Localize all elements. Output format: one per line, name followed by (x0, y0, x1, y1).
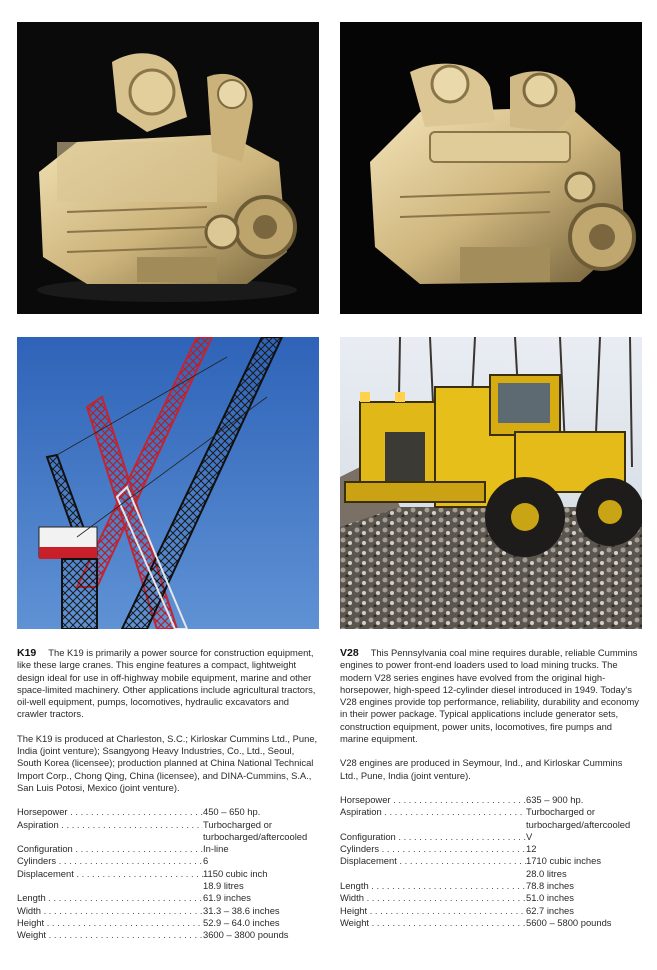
spec-value: 51.0 inches (526, 892, 574, 904)
spec-label: Width . . . (340, 892, 526, 904)
spec-label: Configuration . . . (17, 843, 203, 855)
k19-intro (17, 647, 319, 721)
spec-row-displacement (17, 868, 319, 893)
spec-value: 1150 cubic inch 18.9 litres (203, 867, 268, 892)
spec-row-length (17, 892, 319, 904)
spec-label: Weight . . . (17, 929, 203, 941)
k19-production-text: The K19 is produced at Charleston, S.C.; Kirloskar Cummins Ltd., Pune, India (joint venture); Ssangyong Heavy Industries, Co., Ltd., Seoul, South Korea (licensee); production planned at China National Technical Import Corp., Chong Qing, China (licensee), and DINA-Cummins, S.A., San Luis Potosi, Mexico (joint venture). (17, 732, 318, 793)
spec-label: Aspiration . . . (340, 806, 526, 818)
spec-label: Aspiration . . . (17, 819, 203, 831)
spec-label: Width . . . (17, 905, 203, 917)
spec-value: 450 – 650 hp. (203, 806, 261, 818)
spec-label: Weight . . . (340, 917, 526, 929)
spec-row-width (340, 892, 642, 904)
spec-row-aspiration (340, 806, 642, 831)
spec-row-cylinders (17, 855, 319, 867)
spec-label: Length . . . (340, 880, 526, 892)
spec-label: Cylinders . . . (17, 855, 203, 867)
spec-value: 31.3 – 38.6 inches (203, 904, 280, 916)
spec-value: 78.8 inches (526, 880, 574, 892)
v28-engine-photo (340, 22, 642, 314)
v28-column (340, 647, 642, 929)
spec-row-configuration (17, 843, 319, 855)
k19-spec-table (17, 806, 319, 941)
spec-row-horsepower (340, 794, 642, 806)
spec-row-cylinders (340, 843, 642, 855)
v28-spec-table (340, 794, 642, 929)
v28-production-text: V28 engines are produced in Seymour, Ind., and Kirloskar Cummins Ltd., Pune, India (joint venture). (340, 757, 623, 781)
v28-model-name: V28 (340, 647, 359, 659)
v28-intro-text: This Pennsylvania coal mine requires durable, reliable Cummins engines to power front-end loaders used to load mining trucks. The modern V28 series engines have evolved from the original high-horsepower, high-speed 12-cylinder diesel introduced in 1949. Today's V28 engines provide top performance, reliability, durability and economy in their power package. Typical applications include generator sets, construction equipment, power units, locomotives, fire pumps and marine equipment. (340, 647, 639, 745)
spec-label: Configuration . . . (340, 831, 526, 843)
spec-label: Height . . . (340, 905, 526, 917)
spec-value: Turbocharged or turbocharged/aftercooled (203, 818, 308, 842)
spec-value: 61.9 inches (203, 892, 251, 904)
spec-label: Horsepower . . . (340, 794, 526, 806)
spec-value: 6 (203, 855, 209, 867)
spec-value: 52.9 – 64.0 inches (203, 916, 280, 928)
k19-intro-text: The K19 is primarily a power source for construction equipment, like these large cranes. This engine features a compact, lightweight design ideal for use in off-highway mobile equipment, marine and other space-limited machinery. Other applications include agricultural tractors, oil-well equipment, pumps, locomotives, hydraulic excavators and crawler tractors. (17, 647, 316, 720)
spec-row-length (340, 880, 642, 892)
spec-row-displacement (340, 855, 642, 880)
spec-row-height (17, 917, 319, 929)
spec-row-height (340, 905, 642, 917)
spec-value: 635 – 900 hp. (526, 793, 584, 805)
spec-value: 62.7 inches (526, 904, 574, 916)
spec-label: Displacement . . . (340, 855, 526, 867)
spec-row-width (17, 905, 319, 917)
spec-label: Height . . . (17, 917, 203, 929)
spec-label: Displacement . . . (17, 868, 203, 880)
spec-row-weight (17, 929, 319, 941)
spec-value: V (526, 830, 533, 842)
spec-value: 5600 – 5800 pounds (526, 916, 612, 928)
spec-row-horsepower (17, 806, 319, 818)
spec-row-configuration (340, 831, 642, 843)
k19-model-name: K19 (17, 647, 37, 659)
spec-row-aspiration (17, 819, 319, 844)
spec-value: 1710 cubic inches 28.0 litres (526, 855, 602, 879)
spec-label: Horsepower . . . (17, 806, 203, 818)
loader-photo (340, 337, 642, 629)
spec-value: 12 (526, 843, 537, 855)
k19-column (17, 647, 319, 942)
v28-intro (340, 647, 642, 745)
spec-value: Turbocharged or turbocharged/aftercooled (526, 806, 631, 830)
k19-engine-photo (17, 22, 319, 314)
spec-value: In-line (203, 843, 229, 855)
spec-label: Cylinders . . . (340, 843, 526, 855)
spec-label: Length . . . (17, 892, 203, 904)
cranes-photo (17, 337, 319, 629)
spec-value: 3600 – 3800 pounds (203, 929, 289, 941)
spec-row-weight (340, 917, 642, 929)
